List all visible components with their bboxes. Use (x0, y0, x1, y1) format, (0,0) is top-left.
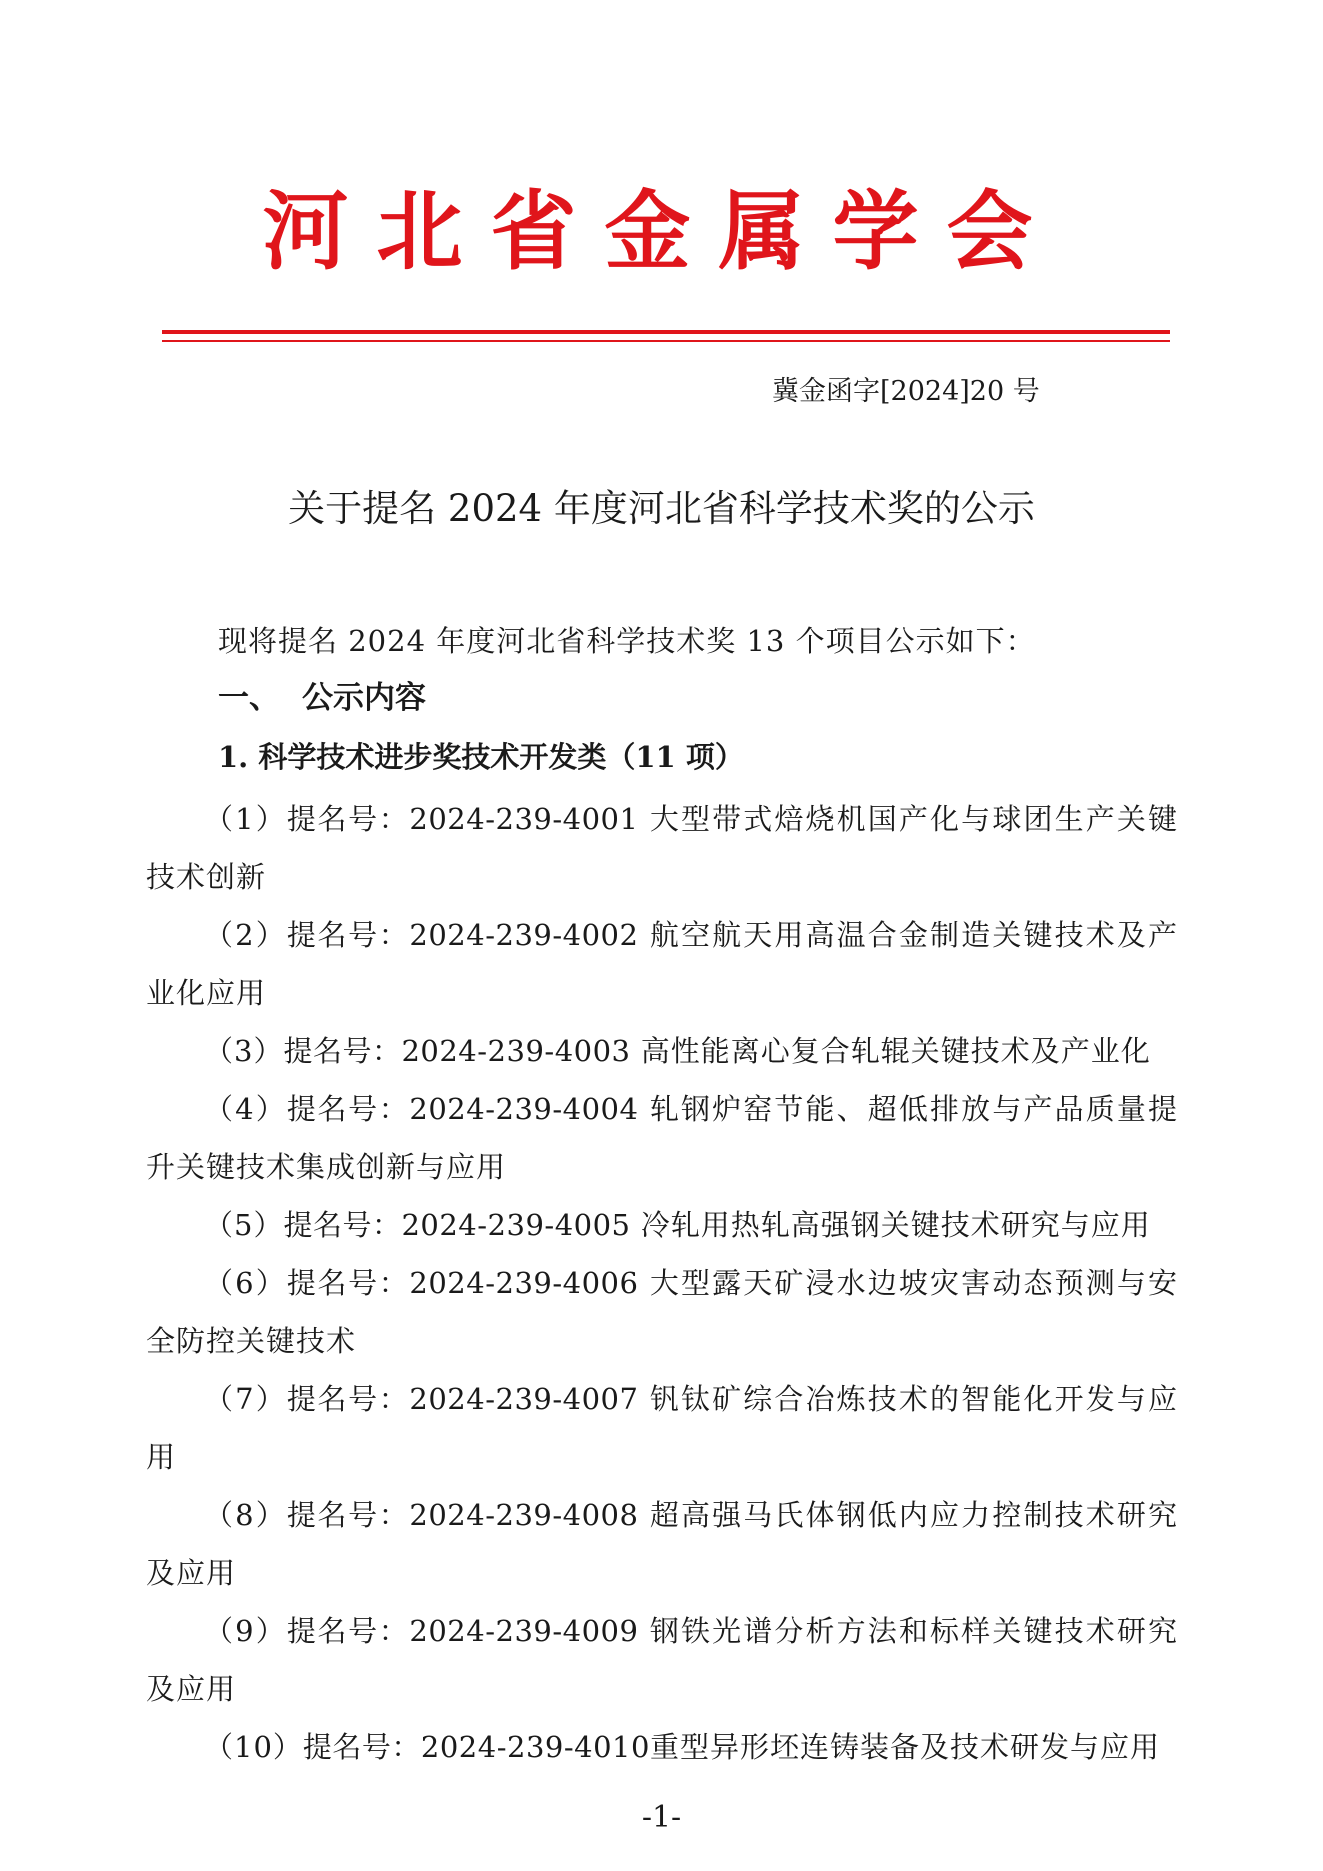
item-code: 提名号：2024-239-4007 (286, 1382, 639, 1416)
item-name: 轧钢炉窑节能、超低排放与产品质量提升关键技术集成创新与应用 (146, 1092, 1178, 1184)
nomination-item-10 (146, 1718, 1178, 1776)
item-index: （7） (204, 1382, 287, 1416)
nomination-item-2 (146, 906, 1178, 1022)
document-title: 关于提名 2024 年度河北省科学技术奖的公示 (288, 487, 1035, 530)
item-code: 提名号：2024-239-4009 (286, 1614, 639, 1648)
item-index: （9） (204, 1614, 287, 1648)
item-code: 提名号：2024-239-4006 (286, 1266, 639, 1300)
item-index: （4） (204, 1092, 287, 1126)
item-code: 提名号：2024-239-4003 (283, 1034, 631, 1068)
masthead-rule-thin (162, 340, 1170, 342)
item-code: 提名号：2024-239-4002 (286, 918, 639, 952)
item-index: （6） (204, 1266, 287, 1300)
section-label: 公示内容 (302, 680, 426, 716)
item-name: 钒钛矿综合冶炼技术的智能化开发与应用 (146, 1382, 1178, 1474)
nomination-item-5 (146, 1196, 1178, 1254)
subsection-heading: 1. 科学技术进步奖技术开发类（11 项） (218, 740, 744, 774)
section-heading (218, 676, 426, 720)
nomination-item-9 (146, 1602, 1178, 1718)
nomination-item-1 (146, 790, 1178, 906)
document-number: 冀金函字[2024]20 号 (772, 376, 1040, 407)
item-name: 大型带式焙烧机国产化与球团生产关键技术创新 (146, 802, 1178, 894)
item-name: 航空航天用高温合金制造关键技术及产业化应用 (146, 918, 1178, 1010)
intro-paragraph: 现将提名 2024 年度河北省科学技术奖 13 个项目公示如下： (218, 624, 1036, 658)
nomination-list (146, 790, 1178, 1776)
section-number: 一、 (218, 680, 280, 716)
nomination-item-6 (146, 1254, 1178, 1370)
item-index: （3） (204, 1034, 284, 1068)
item-index: （10） (204, 1730, 303, 1764)
nomination-item-4 (146, 1080, 1178, 1196)
item-name: 高性能离心复合轧辊关键技术及产业化 (640, 1034, 1151, 1068)
nomination-item-7 (146, 1370, 1178, 1486)
nomination-item-3 (146, 1022, 1178, 1080)
item-name: 重型异形坯连铸装备及技术研发与应用 (649, 1730, 1160, 1764)
item-index: （1） (204, 802, 287, 836)
item-index: （8） (204, 1498, 287, 1532)
nomination-item-8 (146, 1486, 1178, 1602)
item-code: 提名号：2024-239-4010 (302, 1730, 650, 1764)
item-name: 钢铁光谱分析方法和标样关键技术研究及应用 (146, 1614, 1178, 1706)
item-name: 超高强马氏体钢低内应力控制技术研究及应用 (146, 1498, 1178, 1590)
page-number: -1- (641, 1800, 682, 1835)
masthead-title: 河北省金属学会 (262, 181, 1061, 282)
item-index: （2） (204, 918, 287, 952)
item-code: 提名号：2024-239-4005 (283, 1208, 631, 1242)
item-code: 提名号：2024-239-4004 (286, 1092, 639, 1126)
masthead-rule-thick (162, 330, 1170, 334)
item-index: （5） (204, 1208, 284, 1242)
item-name: 大型露天矿浸水边坡灾害动态预测与安全防控关键技术 (146, 1266, 1178, 1358)
item-name: 冷轧用热轧高强钢关键技术研究与应用 (640, 1208, 1151, 1242)
item-code: 提名号：2024-239-4001 (286, 802, 639, 836)
item-code: 提名号：2024-239-4008 (286, 1498, 639, 1532)
